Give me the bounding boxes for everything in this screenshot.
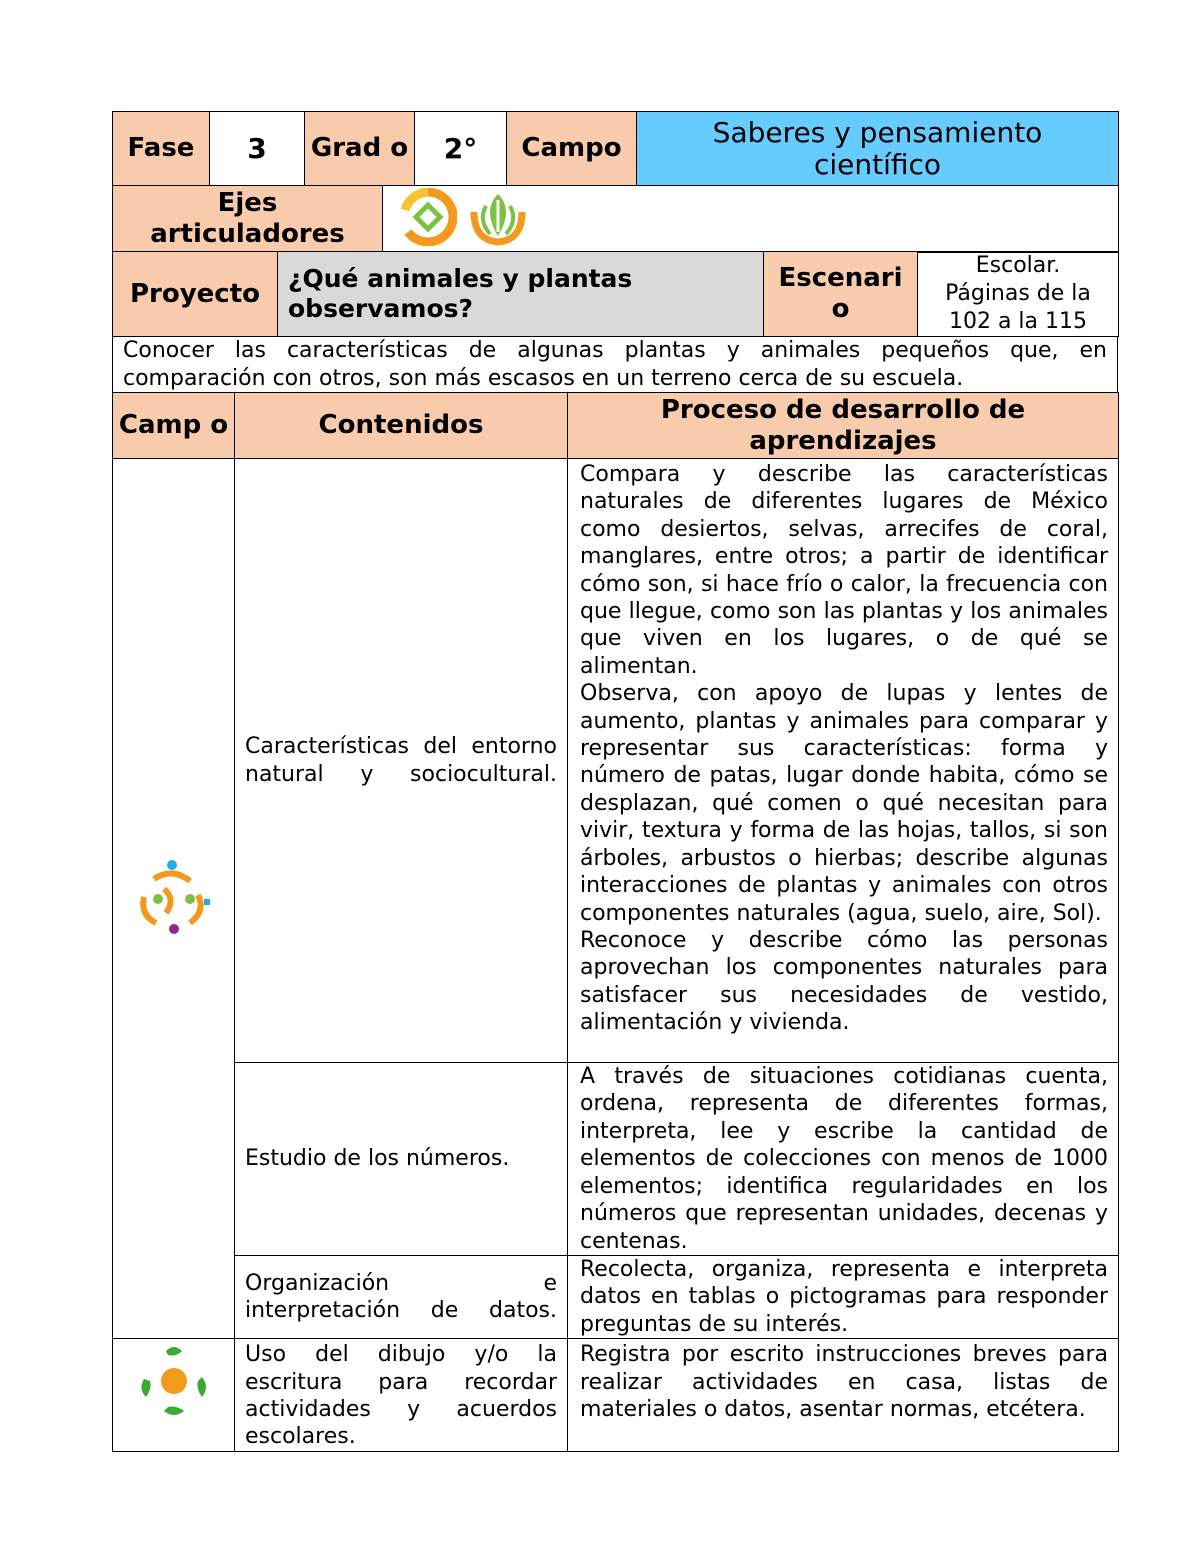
escenario-label: Escenari o [764,252,918,337]
escenario-line-2: Páginas de la [945,281,1091,306]
contenido-cell-2: Estudio de los números. [235,1063,568,1256]
ejes-label: Ejes articuladores [113,185,383,252]
proceso-1-paragraph-2: Observa, con apoyo de lupas y lentes de aumento, plantas y animales para comparar y representar sus características: forma y número de patas, lugar donde habita, cómo se desplazan, qué comen o qué necesitan para vivir, textura y forma de las hojas, tallos, si son árboles, arbustos o hierbas; describe algunas interacciones de plantas y animales con otros componentes naturales (agua, suelo, aire, Sol). [580,681,1108,926]
objetivo-table [112,336,1118,394]
proceso-cell-1 [568,459,1119,1063]
contenido-cell-4: Uso del dibujo y/o la escritura para recordar actividades y acuerdos escolares. [235,1339,568,1452]
eje-inclusion-icon [399,188,457,250]
proceso-1-paragraph-1: Compara y describe las características naturales de diferentes lugares de México como desiertos, selvas, arrecifes de coral, manglares, entre otros; a partir de identificar cómo son, si hace frío o calor, la frecuencia con que llegue, como son las plantas y los animales que viven en los lugares, o de qué se alimentan. [580,462,1108,679]
fase-label: Fase [113,112,210,186]
contenido-cell-1: Características del entorno natural y sociocultural. [235,459,568,1063]
grado-value: 2° [415,112,507,186]
ejes-icons [383,185,1119,252]
contenido-cell-3: Organización e interpretación de datos. [235,1256,568,1339]
lenguajes-campo-icon [136,1404,212,1423]
escenario-value [918,252,1119,337]
proyecto-table [112,251,1119,337]
proceso-cell-4: Registra por escrito instrucciones breves para realizar actividades en casa, listas de materiales o datos, asentar normas, etcétera. [568,1339,1119,1452]
col-header-contenidos: Contenidos [235,393,568,459]
proceso-1-paragraph-3: Reconoce y describe cómo las personas aprovechan los componentes naturales para satisfacer sus necesidades de vestido, alimentación y vivienda. [580,927,1108,1036]
proceso-cell-3: Recolecta, organiza, representa e interpreta datos en tablas o pictogramas para responder preguntas de su interés. [568,1256,1119,1339]
ejes-table [112,185,1119,253]
header-table [112,111,1119,186]
fase-value: 3 [210,112,305,186]
campo-cell-saberes [113,459,235,1339]
campo-cell-lenguajes [113,1339,235,1452]
table-row [113,1256,1119,1339]
proyecto-value: ¿Qué animales y plantas observamos? [278,252,764,337]
proceso-cell-2: A través de situaciones cotidianas cuenta, ordena, representa de diferentes formas, interpreta, lee y escribe la cantidad de elementos de colecciones con menos de 1000 elementos; identifica regularidades en los números que representan unidades, decenas y centenas. [568,1063,1119,1256]
proyecto-label: Proyecto [113,252,278,337]
eje-vida-saludable-icon [468,188,528,250]
contenidos-table [112,392,1119,1452]
col-header-campo: Camp o [113,393,235,459]
table-row [113,459,1119,1063]
campo-value: Saberes y pensamiento científico [637,112,1119,186]
escenario-line-1: Escolar. [975,253,1061,278]
campo-label: Campo [507,112,637,186]
planning-sheet [112,111,1118,1452]
col-header-proceso: Proceso de desarrollo de aprendizajes [568,393,1119,459]
objetivo-text: Conocer las características de algunas plantas y animales pequeños que, en comparación con otros, son más escasos en un terreno cerca de su escuela. [113,336,1118,393]
saberes-campo-icon [136,920,212,939]
escenario-line-3: 102 a la 115 [948,309,1088,334]
grado-label: Grad o [305,112,415,186]
table-row [113,1339,1119,1452]
table-row [113,1063,1119,1256]
